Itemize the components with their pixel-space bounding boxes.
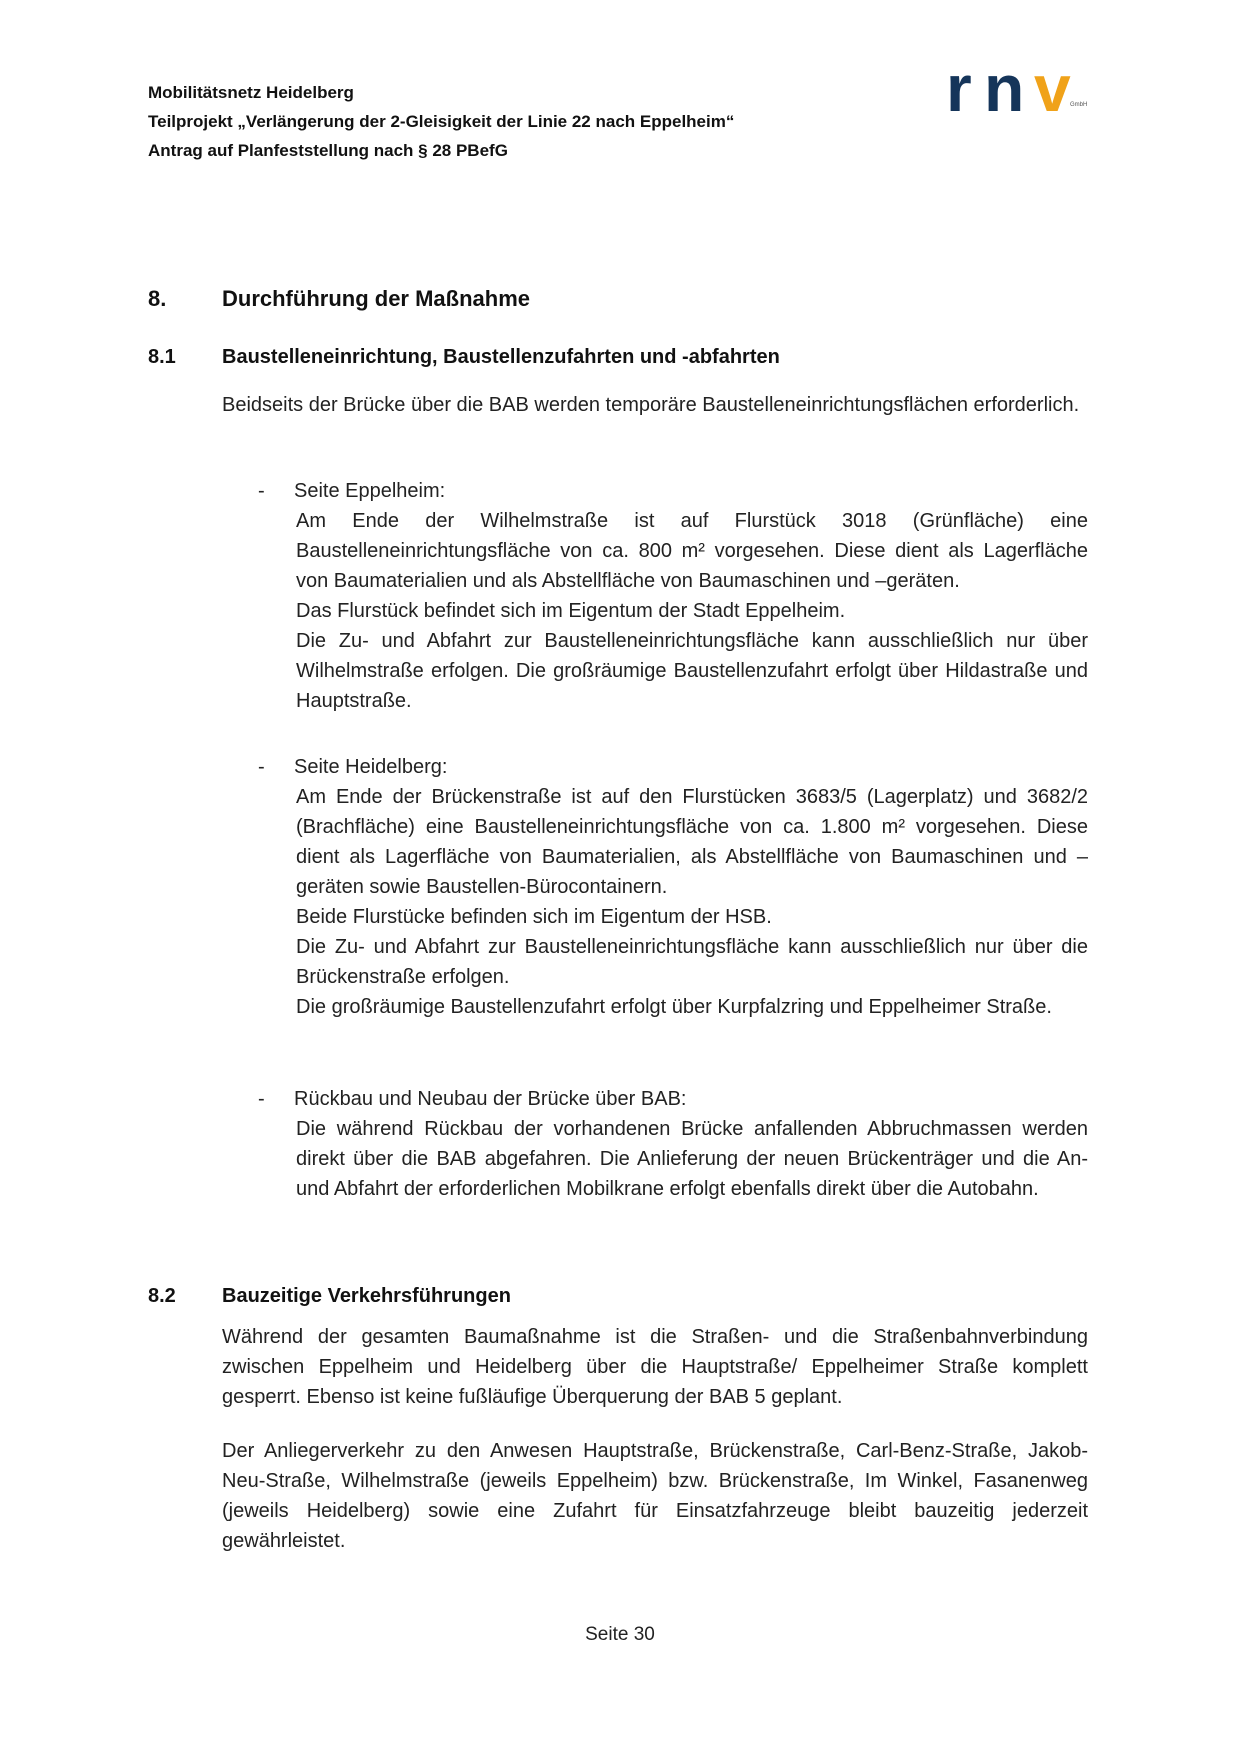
document-header	[148, 78, 734, 165]
rnv-logo	[946, 51, 1088, 125]
logo-letter-n: n	[984, 51, 1022, 125]
section-title: Bauzeitige Verkehrsführungen	[222, 1285, 511, 1307]
bullet-dash: -	[258, 480, 265, 502]
bullet-title: Seite Eppelheim:	[294, 480, 446, 502]
section-number: 8.2	[148, 1285, 176, 1307]
logo-letter-r: r	[946, 51, 969, 125]
bullet-bridge-body	[296, 1114, 1088, 1204]
paragraph: Die Zu- und Abfahrt zur Baustelleneinrichtungsfläche kann ausschließlich nur über Wilhelmstraße erfolgen. Die großräumige Baustellenzufahrt erfolgt über Hildastraße und Hauptstraße.	[296, 630, 1088, 712]
section-8-2-paragraph-2: Der Anliegerverkehr zu den Anwesen Hauptstraße, Brückenstraße, Carl-Benz-Straße, Jakob-Neu-Straße, Wilhelmstraße (jeweils Eppelheim) bzw. Brückenstraße, Im Winkel, Fasanenweg (jeweils Heidelberg) sowie eine Zufahrt für Einsatzfahrzeuge bleibt bauzeitig jederzeit gewährleistet.	[222, 1440, 1088, 1552]
paragraph: Die während Rückbau der vorhandenen Brücke anfallenden Abbruchmassen werden direkt über die BAB abgefahren. Die Anlieferung der neuen Brückenträger und die An- und Abfahrt der erforderlichen Mobilkrane erfolgt ebenfalls direkt über die Autobahn.	[296, 1118, 1088, 1200]
bullet-dash: -	[258, 756, 265, 778]
logo-suffix: GmbH	[1070, 102, 1088, 108]
section-8-2-paragraph-1: Während der gesamten Baumaßnahme ist die Straßen- und die Straßenbahnverbindung zwischen Eppelheim und Heidelberg über die Hauptstraße/ Eppelheimer Straße komplett gesperrt. Ebenso ist keine fußläufige Überquerung der BAB 5 geplant.	[222, 1326, 1088, 1408]
header-subproject: Teilprojekt „Verlängerung der 2-Gleisigkeit der Linie 22 nach Eppelheim“	[148, 112, 735, 131]
bullet-eppelheim-body	[296, 506, 1088, 716]
section-title: Durchführung der Maßnahme	[222, 286, 531, 311]
bullet-dash: -	[258, 1088, 265, 1110]
paragraph: Am Ende der Wilhelmstraße ist auf Flurstück 3018 (Grünfläche) eine Baustelleneinrichtungsfläche von ca. 800 m² vorgesehen. Diese dient als Lagerfläche von Baumaterialien und als Abstellfläche von Baumaschinen und –geräten.	[296, 510, 1088, 592]
paragraph: Die großräumige Baustellenzufahrt erfolgt über Kurpfalzring und Eppelheimer Straße.	[296, 996, 1052, 1018]
section-number: 8.1	[148, 346, 176, 368]
paragraph: Das Flurstück befindet sich im Eigentum der Stadt Eppelheim.	[296, 600, 846, 622]
section-title: Baustelleneinrichtung, Baustellenzufahrten und -abfahrten	[222, 346, 780, 368]
paragraph: Die Zu- und Abfahrt zur Baustelleneinrichtungsfläche kann ausschließlich nur über die Brückenstraße erfolgen.	[296, 936, 1088, 988]
bullet-title: Seite Heidelberg:	[294, 756, 448, 778]
bullet-title: Rückbau und Neubau der Brücke über BAB:	[294, 1088, 687, 1110]
header-application: Antrag auf Planfeststellung nach § 28 PBefG	[148, 141, 508, 160]
section-8-1-intro: Beidseits der Brücke über die BAB werden temporäre Baustelleneinrichtungsflächen erforderlich.	[222, 394, 1080, 416]
bullet-heidelberg-body	[296, 782, 1088, 1022]
paragraph: Am Ende der Brückenstraße ist auf den Flurstücken 3683/5 (Lagerplatz) und 3682/2 (Brachfläche) eine Baustelleneinrichtungsfläche von ca. 1.800 m² vorgesehen. Diese dient als Lagerfläche von Baumaterialien, als Abstellfläche von Baumaschinen und –geräten sowie Baustellen-Bürocontainern.	[296, 786, 1088, 898]
logo-letter-v: v	[1034, 51, 1071, 125]
header-project: Mobilitätsnetz Heidelberg	[148, 83, 354, 102]
page-number: Seite 30	[585, 1624, 655, 1645]
paragraph: Beide Flurstücke befinden sich im Eigentum der HSB.	[296, 906, 772, 928]
section-number: 8.	[148, 286, 167, 311]
